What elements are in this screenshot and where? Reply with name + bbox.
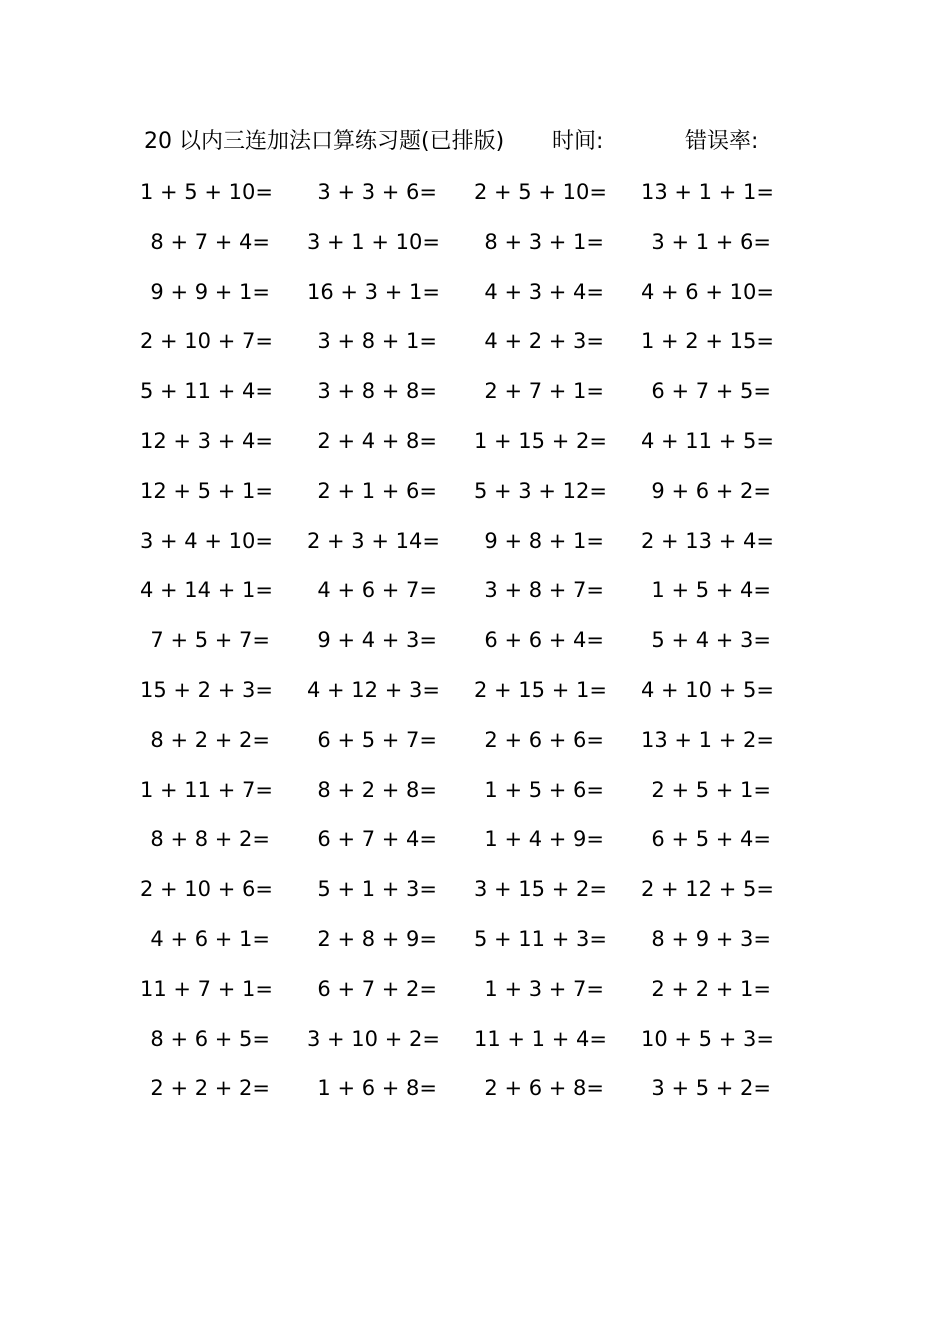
problem-cell: 1 + 3 + 7= (484, 976, 604, 1001)
problem-cell: 3 + 8 + 1= (317, 329, 437, 354)
problem-cell: 6 + 7 + 4= (317, 827, 437, 852)
problem-row (140, 622, 790, 672)
problem-cell: 4 + 11 + 5= (641, 428, 774, 453)
problem-cell: 3 + 1 + 6= (651, 229, 771, 254)
problem-cell: 4 + 10 + 5= (641, 677, 774, 702)
problem-cell: 9 + 9 + 1= (150, 279, 270, 304)
problem-cell: 2 + 6 + 6= (484, 727, 604, 752)
problem-cell: 2 + 12 + 5= (641, 877, 774, 902)
problem-cell: 4 + 12 + 3= (307, 677, 440, 702)
problem-cell: 3 + 8 + 7= (484, 578, 604, 603)
problem-cell: 1 + 5 + 4= (651, 578, 771, 603)
problem-cell: 12 + 5 + 1= (140, 478, 273, 503)
problem-cell: 3 + 1 + 10= (307, 229, 440, 254)
problem-cell: 3 + 8 + 8= (317, 379, 437, 404)
problem-cell: 1 + 6 + 8= (317, 1076, 437, 1101)
problem-cell: 13 + 1 + 1= (641, 180, 774, 204)
problem-cell: 8 + 2 + 2= (150, 727, 270, 752)
problem-cell: 4 + 6 + 7= (317, 578, 437, 603)
problem-row (140, 921, 790, 971)
problem-cell: 8 + 3 + 1= (484, 229, 604, 254)
problem-row (140, 772, 790, 822)
problem-row (140, 323, 790, 373)
problem-cell: 6 + 7 + 2= (317, 976, 437, 1001)
problem-cell: 6 + 5 + 4= (651, 827, 771, 852)
problem-cell: 5 + 1 + 3= (317, 877, 437, 902)
problem-cell: 7 + 5 + 7= (150, 628, 270, 653)
problem-row (140, 373, 790, 423)
problem-row (140, 523, 790, 573)
problem-cell: 2 + 7 + 1= (484, 379, 604, 404)
problem-cell: 12 + 3 + 4= (140, 428, 273, 453)
problem-cell: 5 + 11 + 4= (140, 379, 273, 404)
problem-row (140, 821, 790, 871)
problem-cell: 4 + 6 + 1= (150, 926, 270, 951)
problem-cell: 1 + 11 + 7= (140, 777, 273, 802)
problem-cell: 2 + 1 + 6= (317, 478, 437, 503)
problem-row (140, 722, 790, 772)
problem-cell: 1 + 2 + 15= (641, 329, 774, 354)
problem-row (140, 174, 790, 224)
problem-cell: 6 + 5 + 7= (317, 727, 437, 752)
problem-cell: 3 + 5 + 2= (651, 1076, 771, 1101)
problem-cell: 10 + 5 + 3= (641, 1026, 774, 1051)
problem-cell: 11 + 7 + 1= (140, 976, 273, 1001)
problem-cell: 4 + 6 + 10= (641, 279, 774, 304)
problem-cell: 2 + 2 + 2= (150, 1076, 270, 1101)
problem-cell: 1 + 15 + 2= (474, 428, 607, 453)
problem-cell: 2 + 8 + 9= (317, 926, 437, 951)
problem-cell: 1 + 5 + 10= (140, 180, 273, 204)
problem-cell: 8 + 2 + 8= (317, 777, 437, 802)
problem-row (140, 473, 790, 523)
error-rate-label: 错误率: (685, 129, 759, 154)
problem-cell: 2 + 2 + 1= (651, 976, 771, 1001)
problem-cell: 5 + 11 + 3= (474, 926, 607, 951)
problem-cell: 3 + 3 + 6= (317, 180, 437, 204)
problem-cell: 2 + 3 + 14= (307, 528, 440, 553)
problem-cell: 15 + 2 + 3= (140, 677, 273, 702)
problem-cell: 9 + 4 + 3= (317, 628, 437, 653)
problem-cell: 2 + 6 + 8= (484, 1076, 604, 1101)
problem-cell: 6 + 7 + 5= (651, 379, 771, 404)
problem-grid (140, 174, 790, 1120)
problem-cell: 2 + 5 + 10= (474, 180, 607, 204)
problem-row (140, 274, 790, 324)
problem-cell: 3 + 10 + 2= (307, 1026, 440, 1051)
problem-cell: 8 + 8 + 2= (150, 827, 270, 852)
worksheet-title: 20 以内三连加法口算练习题(已排版) (144, 129, 505, 154)
problem-row (140, 672, 790, 722)
problem-cell: 3 + 4 + 10= (140, 528, 273, 553)
problem-row (140, 1070, 790, 1120)
problem-cell: 9 + 8 + 1= (484, 528, 604, 553)
problem-cell: 6 + 6 + 4= (484, 628, 604, 653)
problem-row (140, 971, 790, 1021)
problem-cell: 4 + 2 + 3= (484, 329, 604, 354)
problem-row (140, 1021, 790, 1071)
problem-cell: 2 + 15 + 1= (474, 677, 607, 702)
problem-cell: 13 + 1 + 2= (641, 727, 774, 752)
problem-cell: 8 + 6 + 5= (150, 1026, 270, 1051)
problem-cell: 5 + 4 + 3= (651, 628, 771, 653)
problem-row (140, 871, 790, 921)
time-label: 时间: (552, 129, 604, 154)
problem-cell: 5 + 3 + 12= (474, 478, 607, 503)
problem-cell: 4 + 3 + 4= (484, 279, 604, 304)
problem-cell: 2 + 10 + 6= (140, 877, 273, 902)
problem-row (140, 423, 790, 473)
problem-cell: 1 + 5 + 6= (484, 777, 604, 802)
problem-cell: 16 + 3 + 1= (307, 279, 440, 304)
problem-cell: 11 + 1 + 4= (474, 1026, 607, 1051)
problem-cell: 8 + 7 + 4= (150, 229, 270, 254)
problem-cell: 2 + 10 + 7= (140, 329, 273, 354)
problem-cell: 8 + 9 + 3= (651, 926, 771, 951)
problem-row (140, 572, 790, 622)
problem-cell: 2 + 13 + 4= (641, 528, 774, 553)
problem-cell: 3 + 15 + 2= (474, 877, 607, 902)
worksheet-header (144, 126, 784, 158)
problem-cell: 4 + 14 + 1= (140, 578, 273, 603)
problem-row (140, 224, 790, 274)
problem-cell: 2 + 4 + 8= (317, 428, 437, 453)
problem-cell: 1 + 4 + 9= (484, 827, 604, 852)
problem-cell: 2 + 5 + 1= (651, 777, 771, 802)
problem-cell: 9 + 6 + 2= (651, 478, 771, 503)
